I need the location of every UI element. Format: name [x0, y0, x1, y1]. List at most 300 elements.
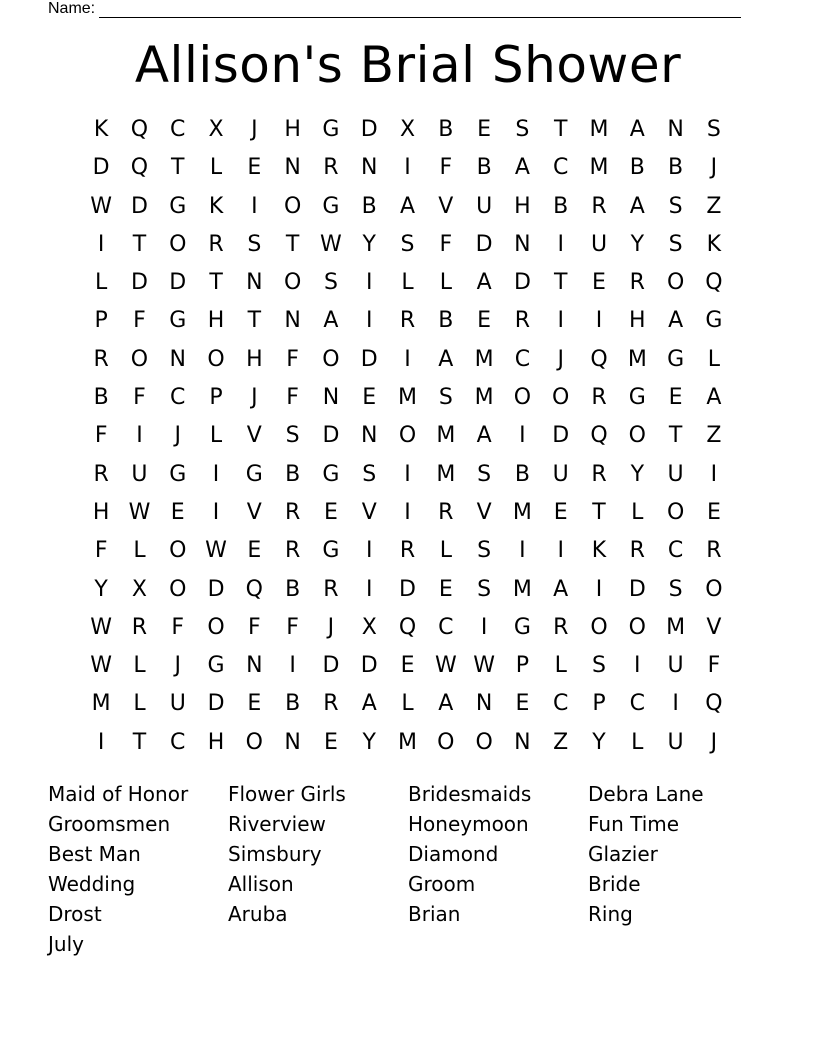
- grid-letter: I: [710, 461, 718, 487]
- grid-letter: V: [706, 614, 722, 640]
- grid-letter: N: [169, 346, 186, 372]
- grid-letter: G: [169, 193, 187, 219]
- grid-letter: A: [361, 691, 377, 717]
- grid-letter: D: [399, 576, 416, 602]
- grid-letter: J: [251, 117, 258, 142]
- grid-letter: J: [327, 614, 335, 640]
- page-title: Allison's Brial Shower: [134, 36, 682, 94]
- grid-letter: Q: [398, 614, 417, 640]
- grid-letter: U: [169, 691, 186, 717]
- grid-letter: G: [207, 653, 225, 679]
- grid-letter: N: [667, 117, 684, 142]
- grid-letter: G: [667, 346, 685, 372]
- grid-letter: L: [95, 270, 108, 296]
- grid-letter: E: [170, 499, 185, 525]
- grid-letter: Q: [705, 691, 723, 717]
- grid-letter: A: [476, 423, 492, 449]
- grid-letter: L: [707, 346, 721, 372]
- grid-letter: Y: [94, 576, 108, 602]
- grid-letter: F: [248, 614, 261, 640]
- grid-letter: D: [207, 691, 225, 717]
- grid-letter: L: [401, 691, 414, 717]
- grid-letter: T: [285, 231, 300, 257]
- grid-letter: G: [322, 117, 340, 142]
- grid-letter: I: [365, 538, 373, 564]
- grid-letter: I: [519, 538, 526, 564]
- word-list-item: Aruba: [228, 902, 288, 926]
- grid-letter: R: [514, 308, 531, 334]
- word-list-item: Bride: [588, 872, 641, 896]
- grid-letter: S: [247, 231, 262, 257]
- grid-letter: H: [92, 499, 110, 525]
- grid-letter: G: [322, 461, 340, 487]
- name-label: Name:: [48, 0, 96, 17]
- grid-letter: A: [476, 270, 492, 296]
- grid-letter: O: [207, 614, 225, 640]
- grid-letter: C: [170, 729, 186, 755]
- grid-letter: I: [251, 193, 258, 219]
- grid-letter: C: [170, 117, 186, 142]
- grid-letter: S: [438, 385, 453, 411]
- grid-letter: O: [552, 385, 570, 411]
- grid-letter: G: [169, 461, 187, 487]
- grid-letter: O: [398, 423, 417, 449]
- grid-letter: G: [169, 308, 187, 334]
- grid-letter: I: [365, 270, 373, 296]
- grid-letter: D: [360, 653, 378, 679]
- grid-letter: N: [246, 653, 263, 679]
- grid-letter: F: [133, 385, 146, 411]
- grid-letter: I: [519, 423, 526, 449]
- grid-letter: A: [629, 117, 645, 142]
- grid-letter: X: [131, 576, 147, 602]
- grid-letter: I: [404, 346, 411, 372]
- grid-letter: R: [284, 499, 301, 525]
- grid-letter: E: [247, 691, 262, 717]
- grid-letter: D: [322, 653, 340, 679]
- word-list-item: Riverview: [228, 812, 326, 836]
- grid-letter: Q: [590, 423, 608, 449]
- grid-letter: N: [514, 729, 531, 755]
- grid-letter: V: [476, 499, 492, 525]
- word-list-item: Groomsmen: [48, 812, 171, 836]
- grid-letter: S: [668, 231, 683, 257]
- grid-letter: G: [245, 461, 263, 487]
- grid-letter: L: [401, 270, 414, 296]
- grid-letter: Y: [630, 461, 645, 487]
- grid-letter: O: [207, 346, 225, 372]
- grid-letter: W: [90, 653, 113, 679]
- grid-letter: V: [246, 423, 262, 449]
- grid-letter: T: [171, 155, 185, 181]
- grid-letter: G: [513, 614, 531, 640]
- grid-letter: S: [400, 231, 415, 257]
- grid-letter: A: [399, 193, 416, 219]
- grid-letter: J: [710, 729, 718, 755]
- word-list-item: Simsbury: [228, 842, 322, 866]
- grid-letter: C: [629, 691, 645, 717]
- grid-letter: S: [668, 193, 683, 219]
- grid-letter: I: [404, 499, 411, 525]
- grid-letter: R: [323, 691, 339, 717]
- grid-letter: L: [631, 499, 644, 525]
- grid-letter: F: [286, 385, 299, 411]
- grid-letter: A: [323, 308, 339, 334]
- grid-letter: S: [515, 117, 530, 142]
- grid-letter: R: [323, 155, 339, 181]
- grid-letter: I: [136, 423, 143, 449]
- grid-letter: I: [672, 691, 679, 717]
- grid-letter: I: [212, 461, 220, 487]
- grid-letter: O: [245, 729, 263, 755]
- grid-letter: L: [439, 538, 452, 564]
- grid-letter: E: [247, 155, 262, 181]
- grid-letter: F: [707, 653, 721, 679]
- grid-letter: A: [706, 385, 722, 411]
- word-list-item: Drost: [48, 902, 102, 926]
- grid-letter: N: [514, 231, 531, 257]
- grid-letter: I: [480, 614, 488, 640]
- grid-letter: R: [629, 538, 645, 564]
- grid-letter: M: [589, 117, 609, 142]
- grid-letter: E: [323, 499, 338, 525]
- grid-letter: F: [286, 614, 299, 640]
- grid-letter: A: [438, 691, 454, 717]
- grid-letter: E: [477, 308, 492, 334]
- word-list-item: July: [48, 932, 84, 956]
- grid-letter: F: [439, 155, 453, 181]
- grid-letter: N: [284, 155, 301, 181]
- grid-letter: Z: [706, 423, 722, 449]
- grid-letter: D: [360, 346, 378, 372]
- grid-letter: L: [209, 155, 223, 181]
- grid-letter: D: [628, 576, 646, 602]
- grid-letter: R: [399, 308, 416, 334]
- grid-letter: P: [94, 308, 108, 334]
- grid-letter: W: [473, 653, 495, 679]
- grid-letter: E: [477, 117, 492, 142]
- grid-letter: E: [553, 499, 568, 525]
- grid-letter: I: [212, 499, 220, 525]
- grid-letter: O: [628, 614, 646, 640]
- grid-letter: J: [251, 385, 258, 411]
- grid-letter: X: [361, 614, 377, 640]
- grid-letter: Q: [590, 346, 608, 372]
- grid-letter: J: [174, 423, 181, 449]
- grid-letter: D: [322, 423, 340, 449]
- grid-letter: E: [668, 385, 683, 411]
- grid-letter: I: [595, 308, 603, 334]
- grid-letter: H: [629, 308, 646, 334]
- grid-letter: B: [361, 193, 377, 219]
- grid-letter: T: [209, 270, 223, 296]
- grid-letter: R: [553, 614, 569, 640]
- word-list-item: Groom: [408, 872, 476, 896]
- grid-letter: W: [434, 653, 457, 679]
- grid-letter: I: [97, 729, 105, 755]
- grid-letter: S: [477, 576, 492, 602]
- grid-letter: M: [436, 423, 456, 449]
- grid-letter: Q: [130, 117, 149, 142]
- grid-letter: R: [591, 461, 607, 487]
- grid-letter: N: [360, 155, 378, 181]
- grid-letter: O: [628, 423, 646, 449]
- grid-letter: I: [289, 653, 296, 679]
- grid-letter: A: [629, 193, 645, 219]
- word-list-item: Debra Lane: [588, 782, 704, 806]
- grid-letter: C: [667, 538, 684, 564]
- grid-letter: S: [668, 576, 683, 602]
- grid-letter: Q: [245, 576, 263, 602]
- grid-letter: S: [477, 538, 492, 564]
- grid-letter: W: [90, 193, 113, 219]
- grid-letter: V: [246, 499, 262, 525]
- grid-letter: L: [554, 653, 567, 679]
- grid-letter: I: [404, 461, 411, 487]
- grid-letter: O: [283, 270, 302, 296]
- grid-letter: J: [174, 653, 181, 679]
- grid-letter: E: [592, 270, 606, 296]
- grid-letter: L: [439, 270, 452, 296]
- grid-letter: F: [286, 346, 299, 372]
- grid-letter: O: [322, 346, 340, 372]
- grid-letter: E: [362, 385, 377, 411]
- grid-letter: K: [706, 231, 722, 257]
- grid-letter: U: [590, 231, 608, 257]
- grid-letter: G: [322, 538, 340, 564]
- grid-letter: B: [438, 308, 454, 334]
- grid-letter: S: [362, 461, 377, 487]
- grid-letter: O: [169, 576, 187, 602]
- grid-letter: V: [438, 193, 454, 219]
- grid-letter: D: [130, 193, 148, 219]
- grid-letter: N: [246, 270, 263, 296]
- grid-letter: D: [130, 270, 148, 296]
- grid-letter: B: [438, 117, 454, 142]
- grid-letter: W: [205, 538, 227, 564]
- grid-letter: I: [557, 538, 564, 564]
- grid-letter: C: [438, 614, 454, 640]
- word-list-item: Brian: [408, 902, 461, 926]
- grid-letter: T: [553, 270, 568, 296]
- grid-letter: L: [133, 538, 146, 564]
- grid-letter: E: [706, 499, 721, 525]
- grid-letter: D: [360, 117, 378, 142]
- grid-letter: K: [93, 117, 109, 142]
- grid-letter: F: [133, 308, 146, 334]
- grid-letter: O: [437, 729, 455, 755]
- grid-letter: U: [131, 461, 148, 487]
- grid-letter: R: [591, 193, 607, 219]
- grid-letter: A: [514, 155, 530, 181]
- grid-letter: O: [590, 614, 608, 640]
- grid-letter: M: [474, 346, 494, 372]
- grid-letter: B: [285, 576, 301, 602]
- grid-letter: D: [92, 155, 110, 181]
- grid-letter: N: [322, 385, 340, 411]
- grid-letter: Q: [130, 155, 149, 181]
- grid-letter: P: [592, 691, 606, 717]
- grid-letter: J: [710, 155, 718, 181]
- grid-letter: R: [591, 385, 607, 411]
- grid-letter: Z: [553, 729, 569, 755]
- word-list-item: Flower Girls: [228, 782, 346, 806]
- grid-letter: T: [668, 423, 683, 449]
- word-list-item: Ring: [588, 902, 633, 926]
- grid-letter: U: [476, 193, 493, 219]
- grid-letter: C: [553, 691, 569, 717]
- grid-letter: E: [438, 576, 453, 602]
- word-list-item: Best Man: [48, 842, 141, 866]
- grid-letter: E: [515, 691, 530, 717]
- grid-letter: H: [207, 729, 225, 755]
- grid-letter: B: [476, 155, 492, 181]
- grid-letter: R: [208, 231, 224, 257]
- grid-letter: A: [553, 576, 569, 602]
- grid-letter: E: [323, 729, 338, 755]
- grid-letter: S: [592, 653, 606, 679]
- letter-grid: [82, 111, 733, 762]
- grid-letter: U: [667, 461, 684, 487]
- grid-letter: H: [246, 346, 263, 372]
- grid-letter: M: [398, 385, 418, 411]
- grid-letter: K: [208, 193, 224, 219]
- grid-letter: L: [133, 691, 146, 717]
- grid-letter: M: [512, 576, 532, 602]
- grid-letter: F: [171, 614, 185, 640]
- word-list-item: Maid of Honor: [48, 782, 189, 806]
- grid-letter: T: [247, 308, 262, 334]
- grid-letter: R: [629, 270, 645, 296]
- grid-letter: B: [629, 155, 645, 181]
- grid-letter: X: [208, 117, 224, 142]
- grid-letter: R: [284, 538, 301, 564]
- grid-letter: T: [132, 729, 147, 755]
- grid-letter: X: [399, 117, 416, 142]
- grid-letter: T: [592, 499, 606, 525]
- grid-letter: N: [284, 308, 301, 334]
- grid-letter: M: [436, 461, 456, 487]
- grid-letter: I: [595, 576, 603, 602]
- grid-letter: U: [667, 653, 684, 679]
- grid-letter: Q: [705, 270, 723, 296]
- grid-letter: N: [475, 691, 493, 717]
- grid-letter: H: [284, 117, 301, 142]
- word-list-item: Wedding: [48, 872, 136, 896]
- grid-letter: B: [285, 461, 301, 487]
- grid-letter: T: [553, 117, 568, 142]
- grid-letter: J: [557, 346, 564, 372]
- grid-letter: O: [666, 499, 685, 525]
- word-list-item: Honeymoon: [408, 812, 529, 836]
- grid-letter: O: [666, 270, 685, 296]
- grid-letter: E: [400, 653, 415, 679]
- grid-letter: O: [513, 385, 532, 411]
- grid-letter: R: [131, 614, 148, 640]
- grid-letter: R: [93, 346, 109, 372]
- grid-letter: B: [93, 385, 109, 411]
- grid-letter: H: [207, 308, 225, 334]
- grid-letter: M: [512, 499, 532, 525]
- grid-letter: M: [589, 155, 609, 181]
- word-list-item: Glazier: [588, 842, 658, 866]
- grid-letter: B: [285, 691, 301, 717]
- word-list-item: Bridesmaids: [408, 782, 532, 806]
- grid-letter: M: [474, 385, 494, 411]
- grid-letter: Y: [362, 729, 376, 755]
- word-list-item: Allison: [228, 872, 294, 896]
- grid-letter: R: [438, 499, 454, 525]
- grid-letter: R: [706, 538, 722, 564]
- word-list-item: Diamond: [408, 842, 499, 866]
- grid-letter: H: [514, 193, 531, 219]
- grid-letter: Z: [706, 193, 722, 219]
- name-field: [48, 0, 741, 18]
- grid-letter: I: [557, 308, 564, 334]
- grid-letter: Y: [362, 231, 376, 257]
- grid-letter: C: [553, 155, 569, 181]
- grid-letter: V: [361, 499, 377, 525]
- grid-letter: M: [91, 691, 111, 717]
- grid-letter: D: [207, 576, 225, 602]
- grid-letter: I: [97, 231, 105, 257]
- grid-letter: D: [475, 231, 493, 257]
- grid-letter: M: [627, 346, 647, 372]
- grid-letter: I: [365, 576, 373, 602]
- grid-letter: F: [94, 538, 108, 564]
- grid-letter: W: [320, 231, 342, 257]
- grid-letter: T: [132, 231, 147, 257]
- grid-letter: L: [133, 653, 146, 679]
- grid-letter: R: [399, 538, 416, 564]
- grid-letter: N: [360, 423, 378, 449]
- grid-letter: B: [553, 193, 569, 219]
- grid-letter: W: [128, 499, 151, 525]
- grid-letter: L: [209, 423, 223, 449]
- grid-letter: F: [439, 231, 453, 257]
- grid-letter: S: [323, 270, 338, 296]
- grid-letter: B: [514, 461, 530, 487]
- grid-letter: B: [668, 155, 684, 181]
- grid-letter: S: [706, 117, 721, 142]
- grid-letter: W: [90, 614, 113, 640]
- grid-letter: I: [557, 231, 564, 257]
- grid-letter: L: [631, 729, 644, 755]
- grid-letter: D: [169, 270, 187, 296]
- grid-letter: Y: [592, 729, 606, 755]
- grid-letter: E: [247, 538, 262, 564]
- grid-letter: M: [666, 614, 686, 640]
- grid-letter: C: [170, 385, 186, 411]
- grid-letter: I: [404, 155, 411, 181]
- grid-letter: O: [705, 576, 723, 602]
- word-list-item: Fun Time: [588, 812, 680, 836]
- grid-letter: U: [552, 461, 569, 487]
- grid-letter: A: [668, 308, 684, 334]
- grid-letter: I: [365, 308, 373, 334]
- grid-letter: Y: [630, 231, 645, 257]
- grid-letter: O: [283, 193, 302, 219]
- grid-letter: D: [552, 423, 570, 449]
- grid-letter: C: [514, 346, 531, 372]
- grid-letter: D: [513, 270, 531, 296]
- grid-letter: G: [705, 308, 723, 334]
- grid-letter: R: [323, 576, 339, 602]
- grid-letter: S: [477, 461, 492, 487]
- grid-letter: M: [398, 729, 418, 755]
- grid-letter: U: [667, 729, 684, 755]
- name-underline: [99, 3, 741, 18]
